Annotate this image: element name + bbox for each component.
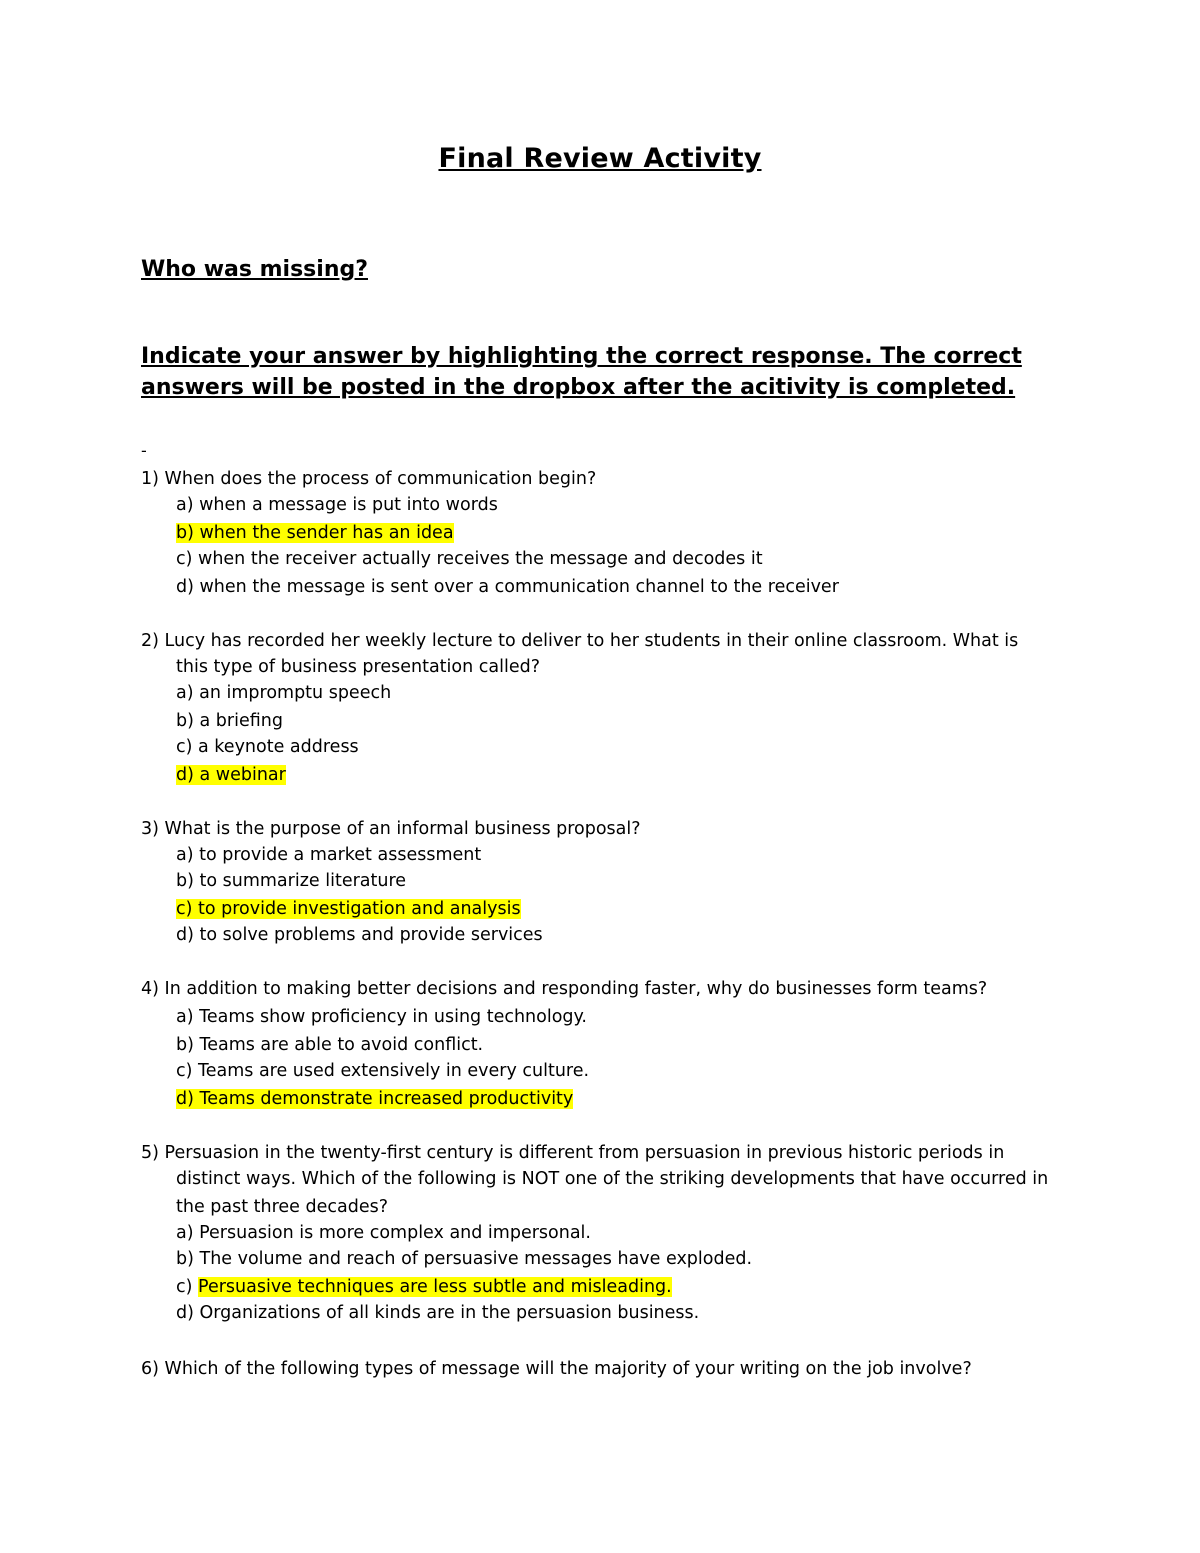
option-2c[interactable] <box>176 734 359 760</box>
question-text: Lucy has recorded her weekly lecture to deliver to her students in their online classroom. What is <box>164 631 1019 651</box>
option-label: a) Persuasion is more complex and impersonal. <box>176 1223 591 1243</box>
option-label: a) when a message is put into words <box>176 495 498 515</box>
option-label-highlighted: d) a webinar <box>176 765 286 785</box>
option-label-highlighted: Persuasive techniques are less subtle and misleading. <box>198 1277 672 1297</box>
option-label: d) to solve problems and provide services <box>176 925 543 945</box>
option-label-highlighted: b) when the sender has an idea <box>176 523 454 543</box>
option-label: b) The volume and reach of persuasive messages have exploded. <box>176 1249 753 1269</box>
option-3a[interactable] <box>176 842 481 868</box>
question-text: What is the purpose of an informal business proposal? <box>164 819 641 839</box>
option-5b[interactable] <box>176 1246 752 1272</box>
question-text: When does the process of communication begin? <box>164 469 597 489</box>
option-5a[interactable] <box>176 1220 591 1246</box>
option-5c[interactable] <box>176 1274 672 1300</box>
option-1d[interactable] <box>176 574 839 600</box>
question-2-continued: this type of business presentation called? <box>176 657 540 677</box>
question-5-continued: the past three decades? <box>176 1197 389 1217</box>
option-label: a) an impromptu speech <box>176 683 392 703</box>
question-text: In addition to making better decisions and responding faster, why do businesses form teams? <box>164 979 988 999</box>
option-3c[interactable] <box>176 896 521 922</box>
option-4c[interactable] <box>176 1058 589 1084</box>
option-3b[interactable] <box>176 868 406 894</box>
question-number: 5) <box>141 1143 159 1163</box>
option-3d[interactable] <box>176 922 543 948</box>
question-2 <box>141 628 1018 654</box>
question-text: Which of the following types of message will the majority of your writing on the job involve? <box>164 1359 972 1379</box>
option-label: a) Teams show proficiency in using technology. <box>176 1007 587 1027</box>
question-6 <box>141 1356 972 1382</box>
option-label-highlighted: c) to provide investigation and analysis <box>176 899 521 919</box>
option-label: b) to summarize literature <box>176 871 407 891</box>
instructions-line: answers will be posted in the dropbox after the acitivity is completed. <box>141 375 1016 400</box>
option-4b[interactable] <box>176 1032 483 1058</box>
question-text: Persuasion in the twenty-first century is different from persuasion in previous historic periods in <box>164 1143 1005 1163</box>
option-4a[interactable] <box>176 1004 587 1030</box>
option-label: a) to provide a market assessment <box>176 845 482 865</box>
option-2b[interactable] <box>176 708 283 734</box>
instructions-line: Indicate your answer by highlighting the correct response. The correct <box>141 344 1022 369</box>
question-number: 6) <box>141 1359 159 1379</box>
dash-marker: - <box>141 441 147 460</box>
question-number: 4) <box>141 979 159 999</box>
question-number: 3) <box>141 819 159 839</box>
instructions <box>141 341 1041 403</box>
option-label-highlighted: d) Teams demonstrate increased productivity <box>176 1089 574 1109</box>
option-4d[interactable] <box>176 1086 573 1112</box>
option-label: c) Teams are used extensively in every culture. <box>176 1061 590 1081</box>
option-1b[interactable] <box>176 520 454 546</box>
question-4 <box>141 976 987 1002</box>
question-5-continued: distinct ways. Which of the following is NOT one of the striking developments that have occurred in <box>176 1169 1049 1189</box>
question-1 <box>141 466 596 492</box>
option-label: b) a briefing <box>176 711 283 731</box>
option-label: c) when the receiver actually receives the message and decodes it <box>176 549 763 569</box>
option-label: d) when the message is sent over a communication channel to the receiver <box>176 577 839 597</box>
document-title: Final Review Activity <box>438 143 762 174</box>
section-heading: Who was missing? <box>141 257 368 282</box>
option-2a[interactable] <box>176 680 391 706</box>
question-number: 2) <box>141 631 159 651</box>
option-label: b) Teams are able to avoid conflict. <box>176 1035 484 1055</box>
question-number: 1) <box>141 469 159 489</box>
option-prefix: c) <box>176 1277 199 1297</box>
question-3 <box>141 816 641 842</box>
option-2d[interactable] <box>176 762 286 788</box>
option-label: c) a keynote address <box>176 737 359 757</box>
option-1a[interactable] <box>176 492 498 518</box>
question-5 <box>141 1140 1004 1166</box>
option-1c[interactable] <box>176 546 763 572</box>
option-5d[interactable] <box>176 1300 699 1326</box>
option-label: d) Organizations of all kinds are in the persuasion business. <box>176 1303 700 1323</box>
